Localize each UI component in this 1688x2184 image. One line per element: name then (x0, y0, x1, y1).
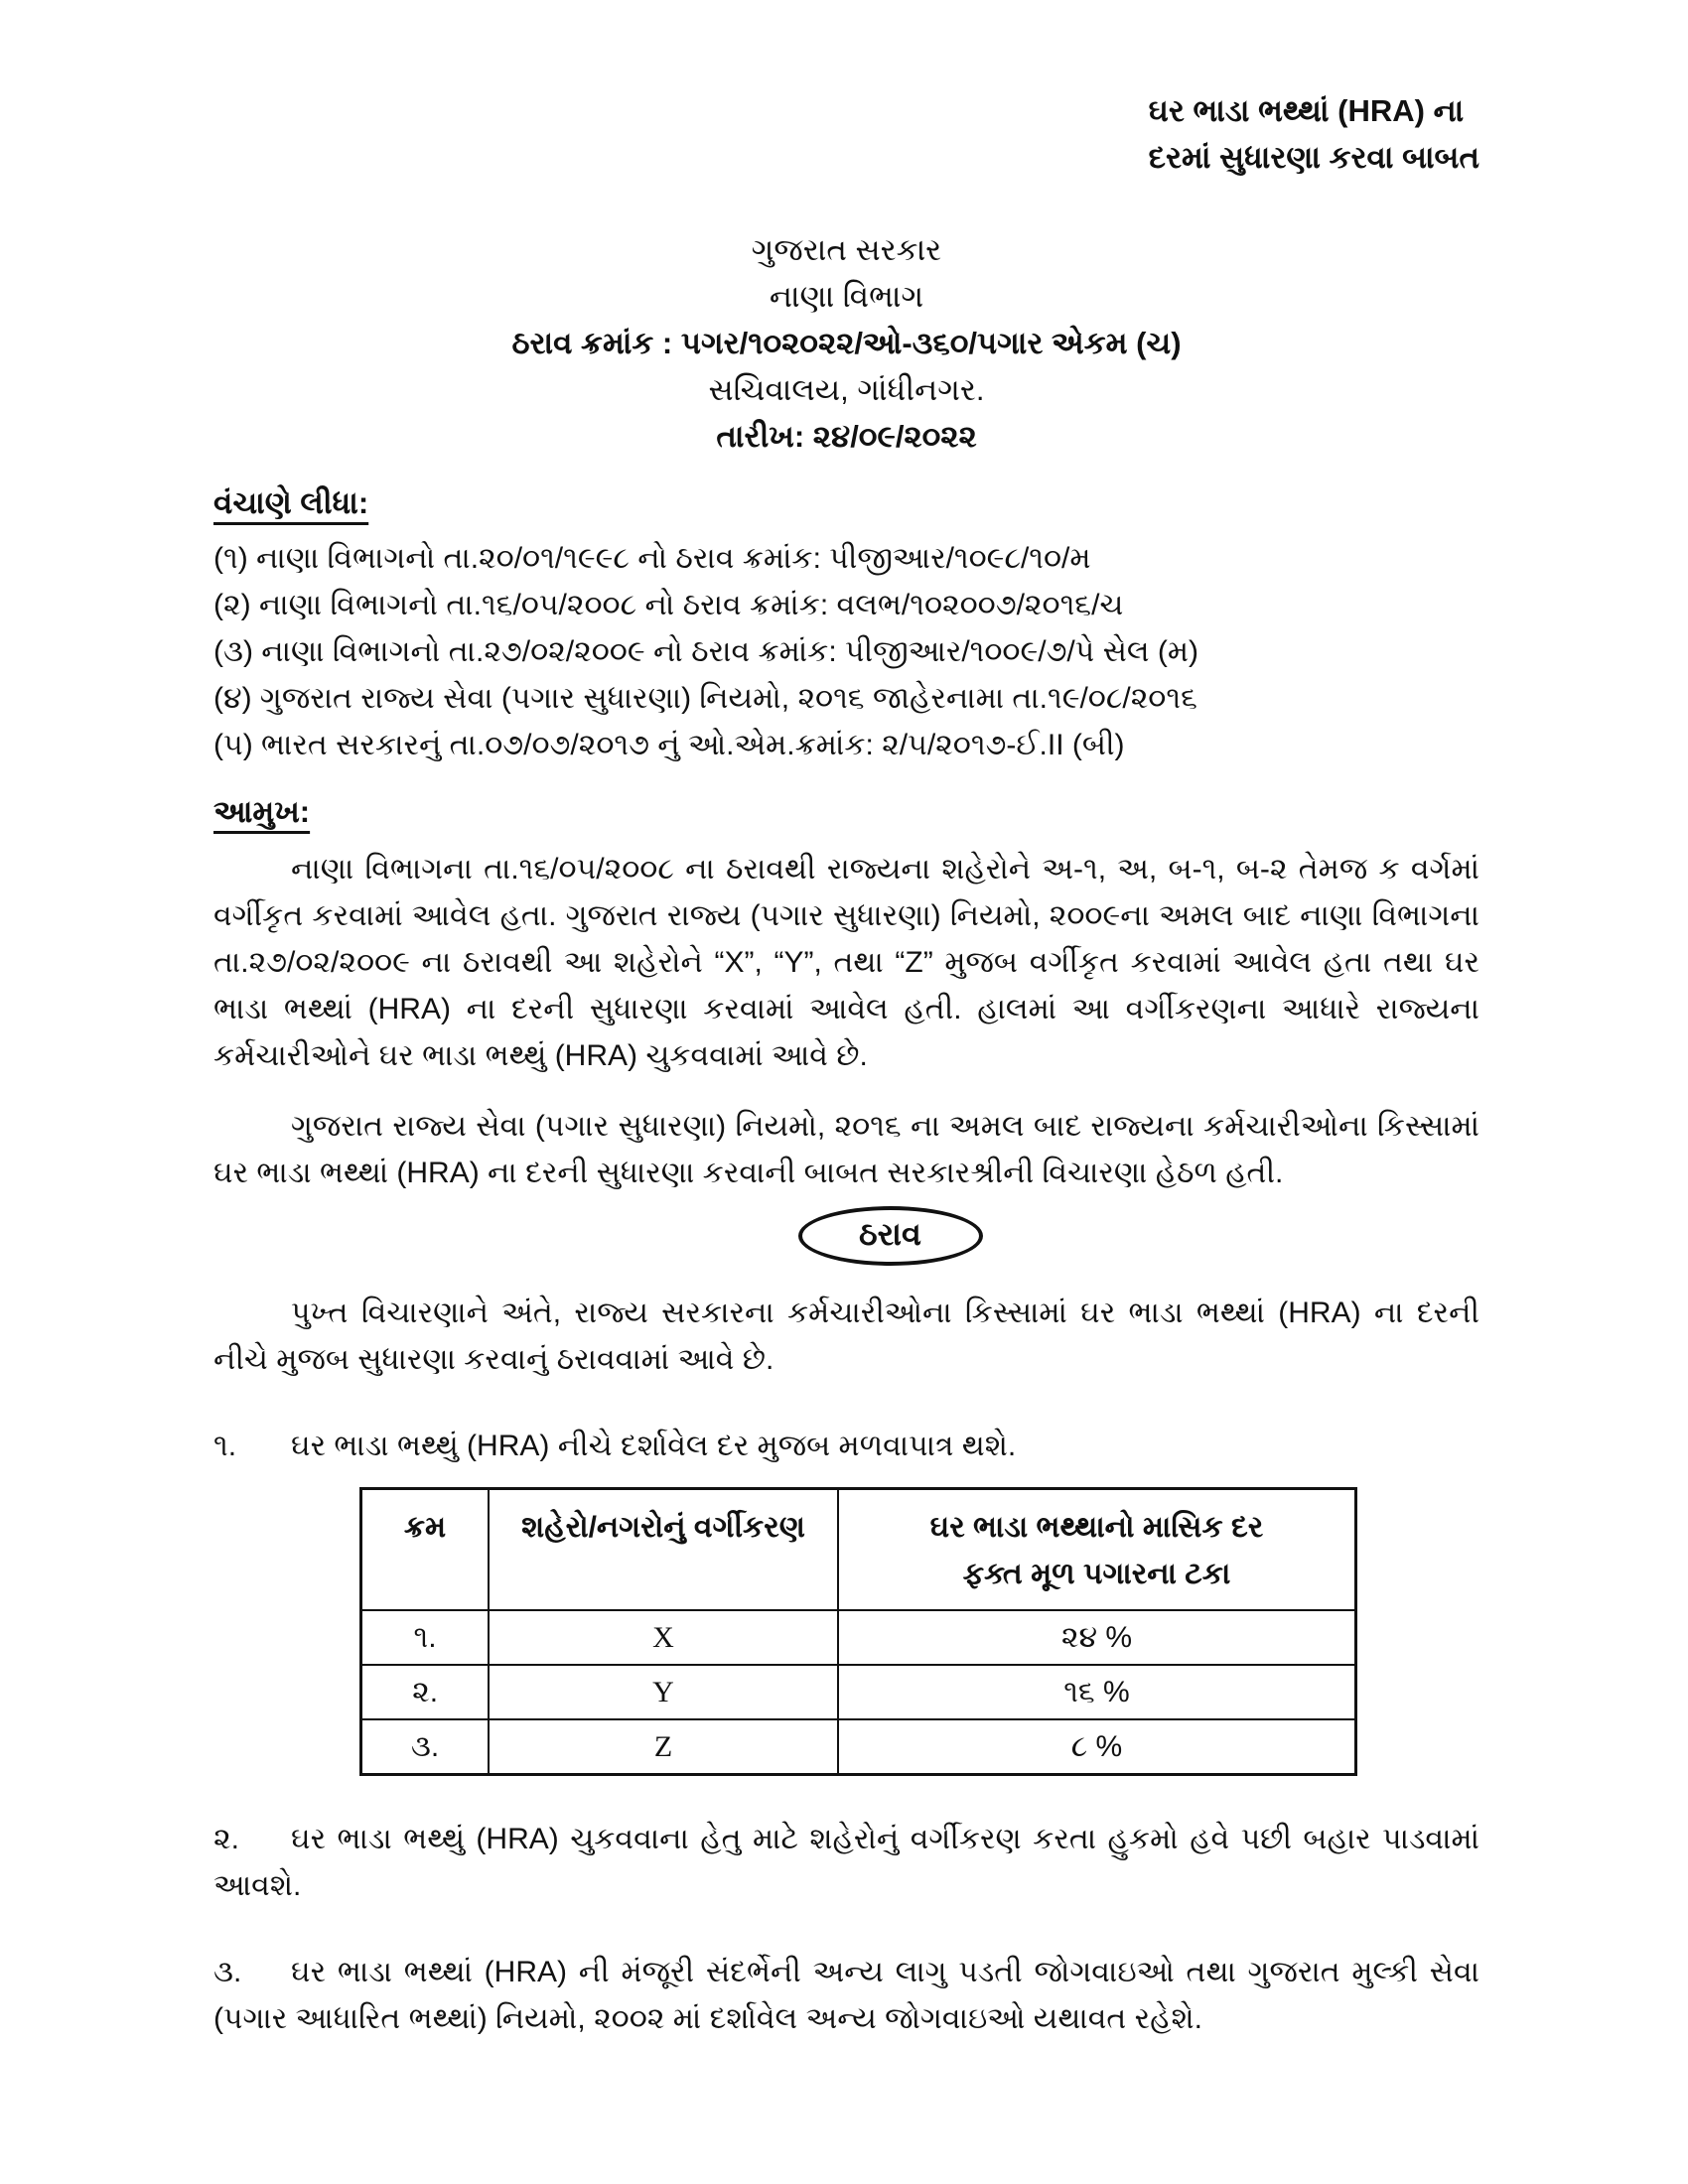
resolution-number: ઠરાવ ક્રમાંક : પગર/૧૦૨૦૨૨/ઓ-૩૬૦/પગાર એકમ (ચ) (511, 326, 1182, 360)
read-item-4: (૪) ગુજરાત રાજ્ય સેવા (પગાર સુધારણા) નિયમો, ૨૦૧૬ જાહેરનામા તા.૧૯/૦૮/૨૦૧૬ (213, 682, 1197, 715)
row-rate: ૨૪ % (838, 1610, 1356, 1665)
resolution-intro: પુખ્ત વિચારણાને અંતે, રાજ્ય સરકારના કર્મચારીઓના કિસ્સામાં ઘર ભાડા ભથ્થાં (HRA) ના દરની નીચે મુજબ સુધારણા કરવાનું ઠરાવવામાં આવે છે. (213, 1297, 1479, 1376)
row-serial: ૨. (361, 1665, 490, 1719)
resolution-badge: ઠરાવ (798, 1206, 983, 1266)
resolution-date: તારીખ: ૨૪/૦૯/૨૦૨૨ (716, 419, 977, 454)
item-number: ૧. (213, 1430, 237, 1462)
read-item-2: (૨) નાણા વિભાગનો તા.૧૬/૦૫/૨૦૦૮ નો ઠરાવ ક્રમાંક: વલભ/૧૦૨૦૦૭/૨૦૧૬/ચ (213, 589, 1124, 621)
table-header-row (361, 1489, 1356, 1611)
government-name: ગુજરાત સરકાર (751, 232, 942, 267)
hra-rate-table (359, 1487, 1357, 1776)
header-rate-line-1: ઘર ભાડા ભથ્થાનો માસિક દર (929, 1511, 1264, 1544)
department-name: નાણા વિભાગ (769, 279, 924, 314)
row-rate: ૧૬ % (838, 1665, 1356, 1719)
preamble-paragraph-2: ગુજરાત રાજ્ય સેવા (પગાર સુધારણા) નિયમો, ૨૦૧૬ ના અમલ બાદ રાજ્યના કર્મચારીઓના કિસ્સામાં ઘર ભાડા ભથ્થાં (HRA) ના દરની સુધારણા કરવાની બાબત સરકારશ્રીની વિચારણા હેઠળ હતી. (213, 1110, 1479, 1189)
resolution-item-2 (213, 1816, 1479, 1909)
read-section-title: વંચાણે લીધા: (213, 485, 369, 520)
read-item-3: (૩) નાણા વિભાગનો તા.૨૭/૦૨/૨૦૦૯ નો ઠરાવ ક્રમાંક: પીજીઆર/૧૦૦૯/૭/પે સેલ (મ) (213, 635, 1199, 668)
item-number: ૩. (213, 1956, 242, 1988)
table-row (361, 1719, 1356, 1775)
preamble-title: આમુખ: (213, 794, 311, 829)
resolution-item-3 (213, 1949, 1479, 2042)
item-text: ઘર ભાડા ભથ્થાં (HRA) ની મંજૂરી સંદર્ભેની અન્ય લાગુ પડતી જોગવાઇઓ તથા ગુજરાત મુલ્કી સેવા (પગાર આધારિત ભથ્થાં) નિયમો, ૨૦૦૨ માં દર્શાવેલ અન્ય જોગવાઇઓ યથાવત રહેશે. (213, 1956, 1479, 2035)
item-text: ઘર ભાડા ભથ્થું (HRA) નીચે દર્શાવેલ દર મુજબ મળવાપાત્ર થશે. (291, 1430, 1017, 1462)
subject-block (1149, 87, 1479, 181)
preamble-paragraph-1: નાણા વિભાગના તા.૧૬/૦૫/૨૦૦૮ ના ઠરાવથી રાજ્યના શહેરોને અ-૧, અ, બ-૧, બ-૨ તેમજ ક વર્ગમાં વર્ગીકૃત કરવામાં આવેલ હતા. ગુજરાત રાજ્ય (પગાર સુધારણા) નિયમો, ૨૦૦૯ના અમલ બાદ નાણા વિભાગના તા.૨૭/૦૨/૨૦૦૯ ના ઠરાવથી આ શહેરોને “X”, “Y”, તથા “Z” મુજબ વર્ગીકૃત કરવામાં આવેલ હતા તથા ઘર ભાડા ભથ્થાં (HRA) ના દરની સુધારણા કરવામાં આવેલ હતી. હાલમાં આ વર્ગીકરણના આધારે રાજ્યના કર્મચારીઓને ઘર ભાડા ભથ્થું (HRA) ચુકવવામાં આવે છે. (213, 853, 1479, 1072)
header-monthly-rate (838, 1489, 1356, 1611)
table-row (361, 1610, 1356, 1665)
row-city-class: Y (489, 1665, 838, 1719)
row-rate: ૮ % (838, 1719, 1356, 1775)
row-serial: ૧. (361, 1610, 490, 1665)
item-text: ઘર ભાડા ભથ્થું (HRA) ચુકવવાના હેતુ માટે શહેરોનું વર્ગીકરણ કરતા હુકમો હવે પછી બહાર પાડવામાં આવશે. (213, 1823, 1479, 1902)
item-number: ૨. (213, 1823, 239, 1855)
read-item-1: (૧) નાણા વિભાગનો તા.૨૦/૦૧/૧૯૯૮ નો ઠરાવ ક્રમાંક: પીજીઆર/૧૦૯૮/૧૦/મ (213, 542, 1091, 575)
resolution-badge-wrap (213, 1206, 1479, 1266)
subject-line-1: ઘર ભાડા ભથ્થાં (HRA) ના (1148, 93, 1465, 128)
document-header (213, 226, 1479, 460)
row-serial: ૩. (361, 1719, 490, 1775)
row-city-class: X (489, 1610, 838, 1665)
read-item-5: (૫) ભારત સરકારનું તા.૦૭/૦૭/૨૦૧૭ નું ઓ.એમ.ક્રમાંક: ૨/૫/૨૦૧૭-ઈ.II (બી) (213, 729, 1125, 761)
header-city-classification: શહેરો/નગરોનું વર્ગીકરણ (489, 1489, 838, 1611)
office-location: સચિવાલય, ગાંધીનગર. (708, 372, 985, 407)
subject-line-2: દરમાં સુધારણા કરવા બાબત (1148, 140, 1479, 175)
resolution-item-1 (213, 1423, 1479, 1469)
read-list (213, 535, 1479, 768)
table-row (361, 1665, 1356, 1719)
header-rate-line-2: ફક્ત મૂળ પગારના ટકા (962, 1558, 1231, 1590)
header-serial: ક્રમ (361, 1489, 490, 1611)
row-city-class: Z (489, 1719, 838, 1775)
